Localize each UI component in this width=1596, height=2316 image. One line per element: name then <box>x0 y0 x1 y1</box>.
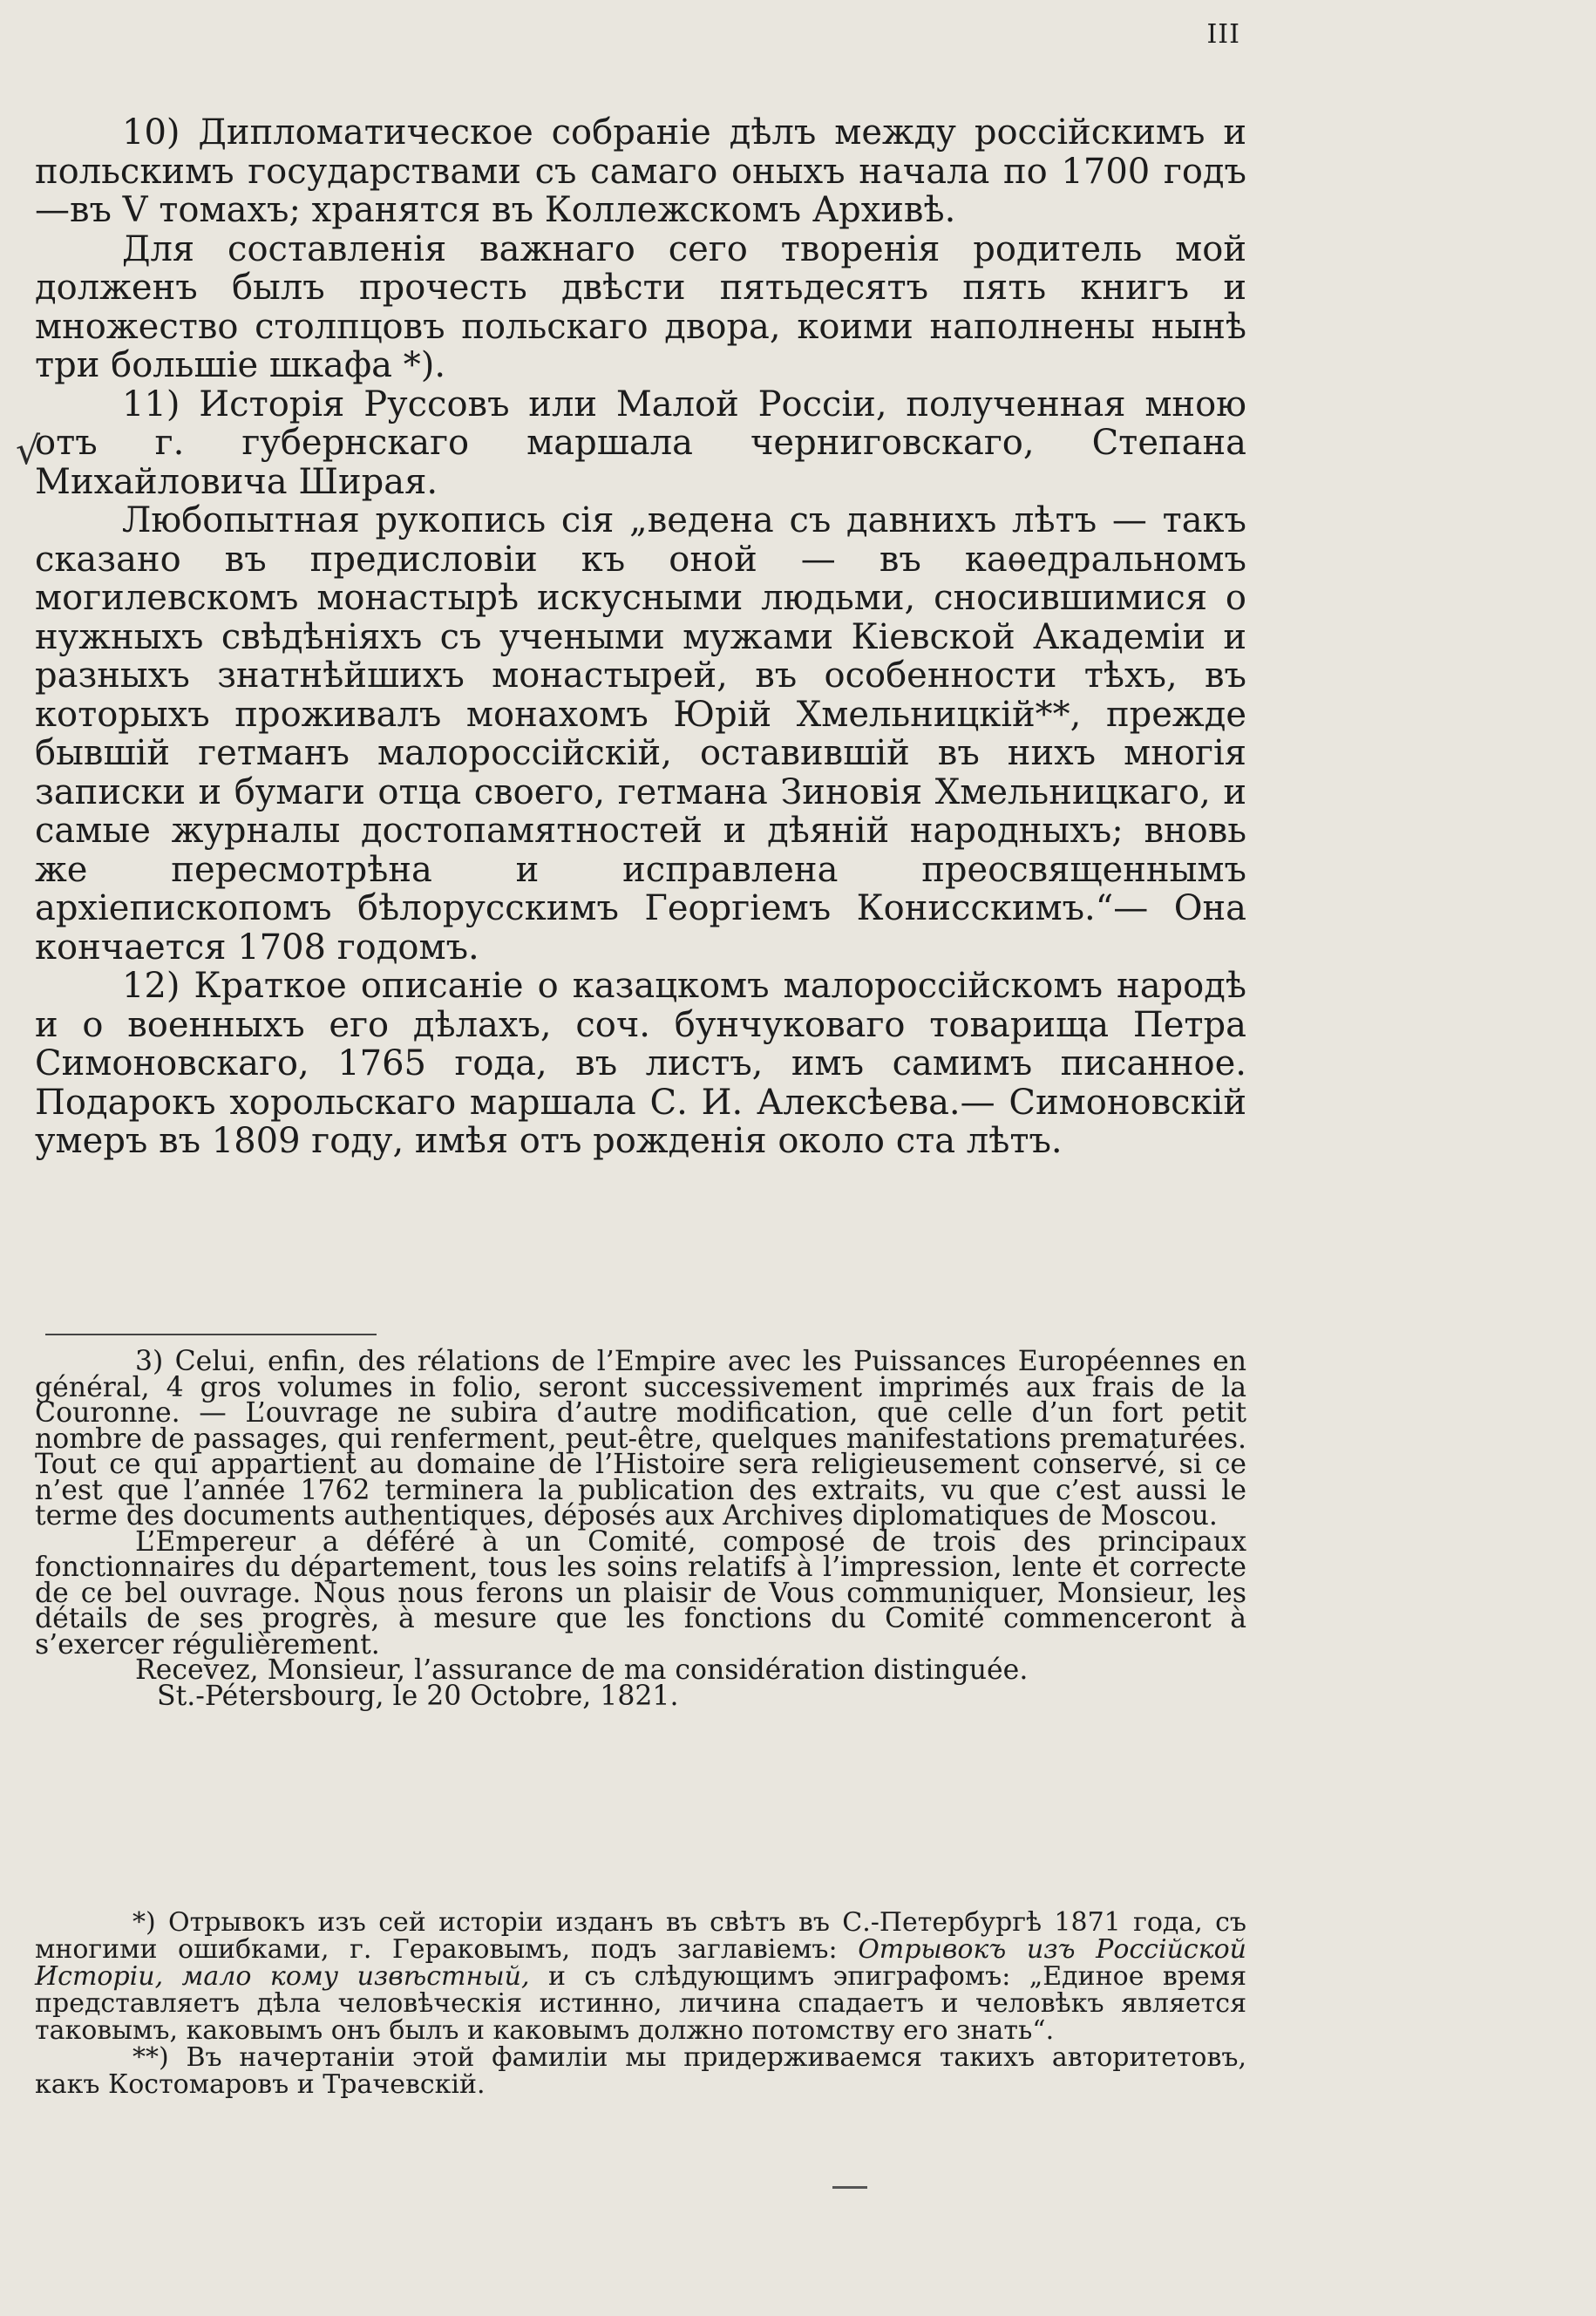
footnotes <box>35 1909 1246 2098</box>
footnote-1 <box>35 1909 1246 2044</box>
footnote-1-text-a: *) Отрывокъ изъ сей исторіи изданъ въ свѣтъ въ С.-Петербургѣ 1871 года, съ многими ошибками, г. Гераковымъ, подъ заглавіемъ: <box>35 1907 1246 1965</box>
page-number: III <box>1206 19 1240 50</box>
main-text <box>35 113 1246 1161</box>
margin-check-mark: √ <box>16 429 41 473</box>
paragraph-item-10: 10) Дипломатическое собраніе дѣлъ между россійскимъ и польскимъ государствами съ самаго оныхъ начала по 1700 годъ—въ V томахъ; хранятся въ Коллежскомъ Архивѣ. <box>35 112 1246 230</box>
bottom-mark <box>832 2186 867 2189</box>
footnote-1-text-b: и съ слѣдующимъ эпиграфомъ: „Единое время представляетъ дѣла человѣческія истинно, личина спадаетъ и человѣкъ является таковымъ, каковымъ онъ былъ и каковымъ должно потомству его знать“. <box>35 1961 1246 2046</box>
paragraph-item-11-note: Любопытная рукопись сія „ведена съ давнихъ лѣтъ — такъ сказано въ предисловіи къ оной — въ каѳедральномъ могилевскомъ монастырѣ искусными людьми, сносившимися о нужныхъ свѣдѣніяхъ съ учеными мужами Кіевской Академіи и разныхъ знатнѣйшихъ монастырей, въ особенности тѣхъ, въ которыхъ проживалъ монахомъ Юрій Хмельницкій**, прежде бывшій гетманъ малороссійскій, оставившій въ нихъ многія записки и бумаги отца своего, гетмана Зиновія Хмельницкаго, и самые журналы достопамятностей и дѣяній народныхъ; вновь же пересмотрѣна и исправлена преосвященнымъ архіепископомъ бѣлорусскимъ Георгіемъ Конисскимъ.“— Она кончается 1708 годомъ. <box>35 500 1246 968</box>
paragraph-item-10-note: Для составленія важнаго сего творенія родитель мой долженъ былъ прочесть двѣсти пятьдесятъ пять книгъ и множество столпцовъ польскаго двора, коими наполнены нынѣ три большіе шкафа *). <box>35 228 1246 385</box>
footnote-2: **) Въ начертаніи этой фамиліи мы придерживаемся такихъ авторитетовъ, какъ Костомаровъ и Трачевскій. <box>35 2042 1246 2100</box>
french-signature: St.-Pétersbourg, le 20 Octobre, 1821. <box>157 1680 679 1712</box>
paragraph-item-12: 12) Краткое описаніе о казацкомъ малороссійскомъ народѣ и о военныхъ его дѣлахъ, соч. бунчуковаго товарища Петра Симоновскаго, 1765 года, въ листъ, имъ самимъ писанное. Подарокъ хорольскаго маршала С. И. Алексѣева.— Симоновскій умеръ въ 1809 году, имѣя отъ рожденія около ста лѣтъ. <box>35 966 1246 1161</box>
french-paragraph: L’Empereur a déféré à un Comité, composé de trois des principaux fonctionnaires du département, tous les soins relatifs à l’impression, lente et correcte de ce bel ouvrage. Nous nous ferons un plaisir de Vous communiquer, Monsieur, les détails de ses progrès, à mesure que les fonctions du Comité commenceront à s’exercer régulièrement. <box>35 1525 1246 1661</box>
paragraph-item-11: 11) Исторія Руссовъ или Малой Россіи, полученная мною отъ г. губернскаго маршала черниговскаго, Степана Михайловича Ширая. <box>35 384 1246 502</box>
footnote-divider <box>45 1334 377 1335</box>
french-letter-excerpt <box>35 1346 1246 1712</box>
footnote-1-title: Отрывокъ изъ Россійской Исторіи, мало кому извѣстный, <box>35 1934 1246 1992</box>
french-closing: Recevez, Monsieur, l’assurance de ma considération distinguée. <box>135 1654 1029 1686</box>
french-paragraph: 3) Celui, enfin, des rélations de l’Empire avec les Puissances Européennes en général, 4 gros volumes in folio, seront successivement imprimés aux frais de la Couronne. — L’ouvrage ne subira d’autre modification, que celle d’un fort petit nombre de passages, qui renferment, peut-être, quelques manifestations prematurées. Tout ce qui appartient au domaine de l’Histoire sera religieusement conservé, si ce n’est que l’année 1762 terminera la publication des extraits, vu que c’est aussi le terme des documents authentiques, déposés aux Archives diplomatiques de Moscou. <box>35 1346 1246 1532</box>
